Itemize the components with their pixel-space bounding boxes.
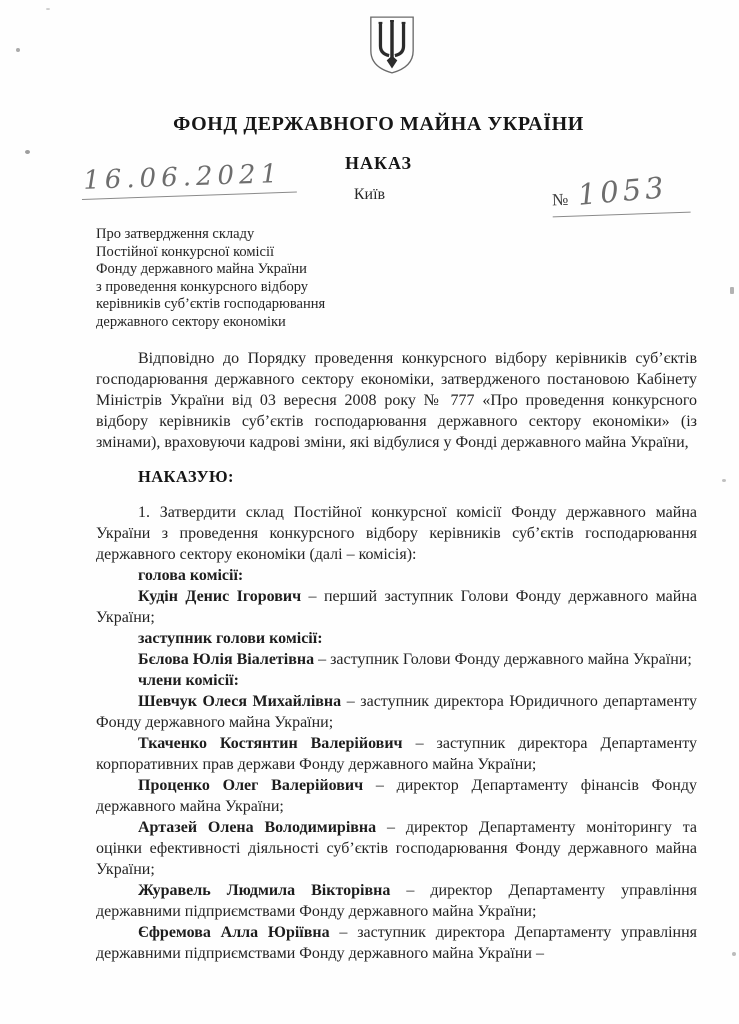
subject-block: [96, 226, 426, 332]
member-role: – заступник Голови Фонду державного майна України;: [318, 650, 692, 668]
emblem-container: [0, 0, 739, 78]
subject-line: з проведення конкурсного відбору: [96, 278, 308, 295]
scan-speck: [46, 8, 50, 10]
subject-line: керівників суб’єктів господарювання: [96, 296, 326, 313]
member-role: – заступник директора Департаменту управління державними підприємствами Фонду державного майна України –: [96, 923, 698, 962]
order-number-group: [551, 170, 690, 218]
member-role: – директор Департаменту фінансів Фонду державного майна України;: [96, 776, 697, 815]
member-name: Шевчук Олеся Михайлівна: [138, 692, 342, 710]
scan-speck: [25, 150, 30, 154]
member-name: Артазей Олена Володимирівна: [138, 818, 377, 836]
city-label: Київ: [353, 186, 386, 203]
commission-heading: голова комісії:: [138, 566, 244, 584]
commission-member: [96, 733, 697, 775]
scan-speck: [732, 952, 736, 956]
handwritten-number: 1053: [576, 170, 670, 212]
scan-speck: [730, 287, 734, 294]
organization-name: ФОНД ДЕРЖАВНОГО МАЙНА УКРАЇНИ: [173, 113, 584, 135]
commission-member: [96, 691, 697, 733]
member-name: Бєлова Юлія Віалетівна: [138, 650, 315, 668]
scan-speck: [722, 479, 726, 482]
scan-speck: [16, 48, 20, 52]
commission-member: [96, 586, 697, 628]
commission-heading: заступник голови комісії:: [138, 629, 323, 647]
number-sign: №: [551, 189, 569, 210]
member-role: – заступник директора Юридичного департаменту Фонду державного майна України;: [96, 692, 698, 731]
document-body: [0, 348, 739, 964]
member-name: Проценко Олег Валерійович: [138, 776, 364, 794]
member-name: Ткаченко Костянтин Валерійович: [138, 734, 403, 752]
subject-line: Про затвердження складу: [96, 226, 255, 242]
ukraine-trident-emblem: [367, 14, 417, 76]
member-name: Кудін Денис Ігорович: [138, 587, 302, 605]
order-heading: НАКАЗУЮ:: [138, 466, 234, 486]
commission-member: [96, 880, 697, 922]
subject-line: державного сектору економіки: [96, 313, 286, 330]
commission-member: [96, 649, 697, 670]
member-name: Єфремова Алла Юріївна: [138, 923, 330, 941]
member-role: – заступник директора Департаменту корпоративних прав держави Фонду державного майна України;: [96, 734, 698, 773]
document-type-title: НАКАЗ: [344, 153, 413, 173]
commission-member: [96, 775, 697, 817]
preamble-paragraph: Відповідно до Порядку проведення конкурсного відбору керівників суб’єктів господарювання державного сектору економіки, затвердженого постановою Кабінету Міністрів України від 03 вересня 2008 року № 777 «Про проведення конкурсного відбору керівників суб’єктів господарювання державного сектору економіки» (із змінами), враховуючи кадрові зміни, які відбулися у Фонді державного майна України,: [96, 349, 697, 451]
member-role: – директор Департаменту моніторингу та оцінки ефективності діяльності суб’єктів господарювання Фонду державного майна України;: [96, 818, 698, 878]
subject-line: Постійної конкурсної комісії: [96, 243, 275, 260]
commission-member: [96, 817, 697, 880]
commission-member: [96, 922, 697, 964]
member-role: – директор Департаменту управління державними підприємствами Фонду державного майна України;: [96, 881, 698, 920]
member-name: Журавель Людмила Вікторівна: [138, 881, 391, 899]
commission-heading: члени комісії:: [138, 671, 239, 689]
member-role: – перший заступник Голови Фонду державного майна України;: [96, 587, 697, 626]
subject-line: Фонду державного майна України: [96, 261, 307, 278]
handwritten-date: 16.06.2021: [81, 159, 297, 200]
item-1-paragraph: 1. Затвердити склад Постійної конкурсної комісії Фонду державного майна України з проведення конкурсного відбору керівників суб’єктів господарювання державного сектору економіки (далі – комісія):: [96, 503, 697, 563]
